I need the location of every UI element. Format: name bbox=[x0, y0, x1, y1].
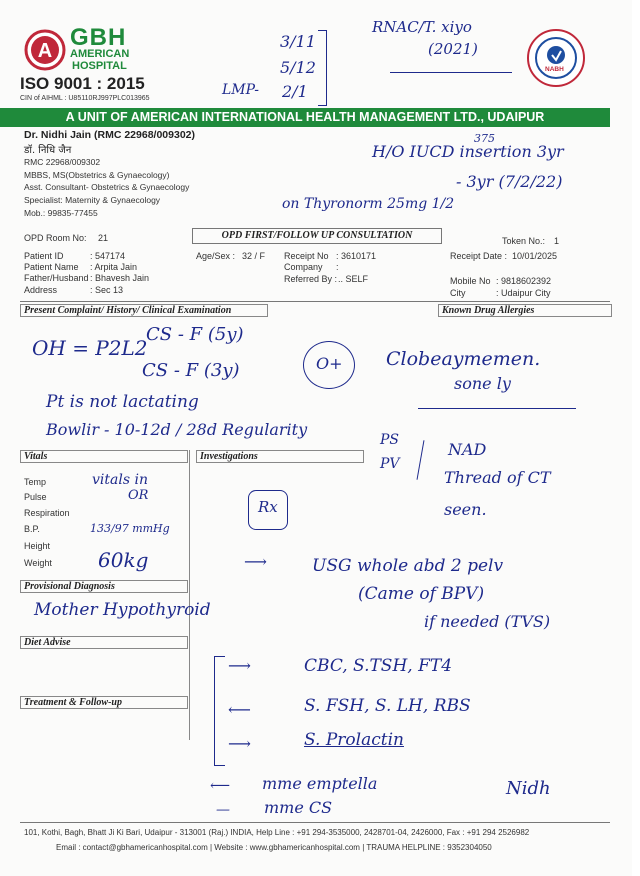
agesex-value: 32 / F bbox=[242, 251, 266, 261]
patient-id: : 547174 bbox=[90, 251, 126, 261]
hand-test-4: mme emptella bbox=[262, 774, 378, 793]
doctor-name-hindi: डॉ. निधि जैन bbox=[24, 145, 72, 156]
address-value: : Sec 13 bbox=[90, 285, 124, 295]
father-label: Father/Husband bbox=[24, 273, 89, 283]
hand-date-1: 3/11 bbox=[280, 32, 316, 51]
footer-divider bbox=[20, 822, 610, 823]
section-investigations: Investigations bbox=[196, 450, 364, 463]
hand-arrow-1: ⟶ bbox=[228, 656, 251, 675]
hand-vitals-temp: vitals in bbox=[92, 472, 148, 488]
hand-usg-1: USG whole abd 2 pelv bbox=[312, 556, 504, 576]
opd-title: OPD FIRST/FOLLOW UP CONSULTATION bbox=[192, 228, 442, 244]
hand-vitals-weight: 60kg bbox=[98, 548, 149, 572]
header-banner: A UNIT OF AMERICAN INTERNATIONAL HEALTH MANAGEMENT LTD., UDAIPUR bbox=[0, 108, 610, 127]
hand-diagnosis: Mother Hypothyroid bbox=[34, 600, 211, 620]
height-label: Height bbox=[24, 541, 51, 551]
receipt-value: : 3610171 bbox=[336, 251, 377, 261]
hand-ps: PS bbox=[380, 432, 400, 448]
hand-history-1: H/O IUCD insertion 3yr bbox=[372, 142, 564, 161]
tests-bracket bbox=[214, 656, 225, 766]
hand-arrow-usg: ⟶ bbox=[244, 552, 267, 571]
token-value: 1 bbox=[554, 236, 560, 246]
doctor-role: Asst. Consultant- Obstetrics & Gynaecology bbox=[24, 182, 190, 192]
doctor-rmc: RMC 22968/009302 bbox=[24, 157, 101, 167]
opd-room-label: OPD Room No: bbox=[24, 233, 87, 243]
hospital-logo bbox=[20, 28, 70, 72]
hand-signature: Nidh bbox=[506, 778, 551, 799]
hand-vitals-bp: 133/97 mmHg bbox=[90, 522, 170, 535]
hand-pv: PV bbox=[380, 456, 400, 472]
logo-american: AMERICAN bbox=[70, 48, 130, 60]
vertical-divider bbox=[189, 450, 190, 740]
hand-oh-1b: CS - F (5y) bbox=[146, 324, 244, 345]
footer-contact: Email : contact@gbhamericanhospital.com | Website : www.gbhamericanhospital.com | TRAUMA HELPLINE : 9352304050 bbox=[56, 843, 492, 852]
hand-oh-1: OH = P2L2 bbox=[32, 336, 148, 360]
hand-usg-2: (Came of BPV) bbox=[358, 584, 485, 604]
city-label: City bbox=[450, 288, 466, 298]
pulse-label: Pulse bbox=[24, 492, 47, 502]
hand-test-3: S. Prolactin bbox=[304, 730, 404, 750]
weight-label: Weight bbox=[24, 558, 52, 568]
section-treatment: Treatment & Follow-up bbox=[20, 696, 188, 709]
nabh-seal-icon bbox=[526, 28, 586, 88]
father-name: : Bhavesh Jain bbox=[90, 273, 150, 283]
hand-thread-1: Thread of CT bbox=[444, 468, 551, 487]
bp-label: B.P. bbox=[24, 524, 40, 534]
hand-oh-2: CS - F (3y) bbox=[142, 360, 240, 381]
agesex-label: Age/Sex : bbox=[196, 251, 236, 261]
cin-label: CIN of AIHML : U85110RJ997PLC013965 bbox=[20, 95, 150, 102]
opd-room: 21 bbox=[98, 233, 109, 243]
company-value: : bbox=[336, 262, 339, 272]
svg-text:A: A bbox=[37, 40, 53, 62]
section-complaint: Present Complaint/ History/ Clinical Examination bbox=[20, 304, 268, 317]
hand-bracket bbox=[318, 30, 327, 106]
address-label: Address bbox=[24, 285, 58, 295]
hand-history-2: - 3yr (7/2/22) bbox=[456, 172, 563, 191]
patient-name-label: Patient Name bbox=[24, 262, 79, 272]
logo-hospital: HOSPITAL bbox=[72, 60, 127, 72]
nabh-seal bbox=[526, 28, 586, 88]
temp-label: Temp bbox=[24, 477, 47, 487]
mobile-label: Mobile No bbox=[450, 276, 491, 286]
hand-thread-2: seen. bbox=[444, 500, 487, 519]
hand-blood: O+ bbox=[316, 354, 343, 373]
footer-address: 101, Kothi, Bagh, Bhatt Ji Ki Bari, Udaipur - 313001 (Raj.) INDIA, Help Line : +91 294-3535000, 2428701-04, 2426000, Fax : +91 294 2526982 bbox=[24, 828, 530, 837]
hand-history-sup: 375 bbox=[474, 132, 495, 145]
receipt-date-label: Receipt Date : bbox=[450, 251, 508, 261]
section-vitals: Vitals bbox=[20, 450, 188, 463]
patient-name: : Arpita Jain bbox=[90, 262, 138, 272]
hand-underline bbox=[390, 72, 512, 73]
hand-history-3: on Thyronorm 25mg 1/2 bbox=[282, 196, 455, 212]
receipt-label: Receipt No bbox=[284, 251, 329, 261]
iso-label: ISO 9001 : 2015 bbox=[20, 74, 145, 93]
hand-right-1: RNAC/T. xiyo bbox=[372, 18, 472, 36]
hand-test-5: mme CS bbox=[264, 798, 333, 817]
patient-id-label: Patient ID bbox=[24, 251, 64, 261]
hand-arrow-5: — bbox=[216, 802, 230, 818]
hand-allergy-2: sone ly bbox=[454, 374, 511, 393]
doctor-mobile: Mob.: 99835-77455 bbox=[24, 208, 98, 218]
token-label: Token No.: bbox=[502, 236, 546, 246]
hand-date-2: 5/12 bbox=[280, 58, 316, 77]
receipt-date: 10/01/2025 bbox=[512, 251, 558, 261]
section-diagnosis: Provisional Diagnosis bbox=[20, 580, 188, 593]
hand-nad: NAD bbox=[448, 440, 487, 459]
hand-arrow-3: ⟶ bbox=[228, 734, 251, 753]
divider-top bbox=[20, 301, 610, 302]
doctor-specialist: Specialist: Maternity & Gynaecology bbox=[24, 195, 161, 205]
hand-date-3: 2/1 bbox=[282, 82, 308, 101]
hand-lmp: LMP- bbox=[222, 82, 260, 98]
nabh-label: NABH bbox=[545, 66, 564, 73]
doctor-degree: MBBS, MS(Obstetrics & Gynaecology) bbox=[24, 170, 170, 180]
city-value: : Udaipur City bbox=[496, 288, 551, 298]
hand-test-2: S. FSH, S. LH, RBS bbox=[304, 696, 471, 716]
hand-slash bbox=[417, 440, 425, 480]
hand-vitals-pulse: OR bbox=[128, 488, 149, 503]
company-label: Company bbox=[284, 262, 323, 272]
logo-gbh: GBH bbox=[70, 24, 127, 51]
section-allergies: Known Drug Allergies bbox=[438, 304, 612, 317]
section-diet: Diet Advise bbox=[20, 636, 188, 649]
hand-bowel: Bowlir - 10-12d / 28d Regularity bbox=[46, 420, 308, 439]
allergy-underline bbox=[418, 408, 576, 409]
logo-emblem-icon bbox=[20, 28, 70, 72]
hand-usg-3: if needed (TVS) bbox=[424, 612, 551, 631]
hand-rx: Rx bbox=[258, 498, 278, 516]
referred-value: .. SELF bbox=[338, 274, 369, 284]
hand-allergy-1: Clobeaymemen. bbox=[386, 348, 541, 370]
hand-test-1: CBC, S.TSH, FT4 bbox=[304, 656, 453, 676]
hand-arrow-2: ⟵ bbox=[228, 700, 251, 719]
doctor-name: Dr. Nidhi Jain (RMC 22968/009302) bbox=[24, 129, 195, 141]
referred-label: Referred By : bbox=[284, 274, 338, 284]
hand-lactating: Pt is not lactating bbox=[46, 392, 199, 412]
resp-label: Respiration bbox=[24, 508, 70, 518]
hand-right-2: (2021) bbox=[428, 40, 478, 58]
mobile-value: : 9818602392 bbox=[496, 276, 552, 286]
hand-arrow-4: ⟵ bbox=[210, 778, 231, 794]
